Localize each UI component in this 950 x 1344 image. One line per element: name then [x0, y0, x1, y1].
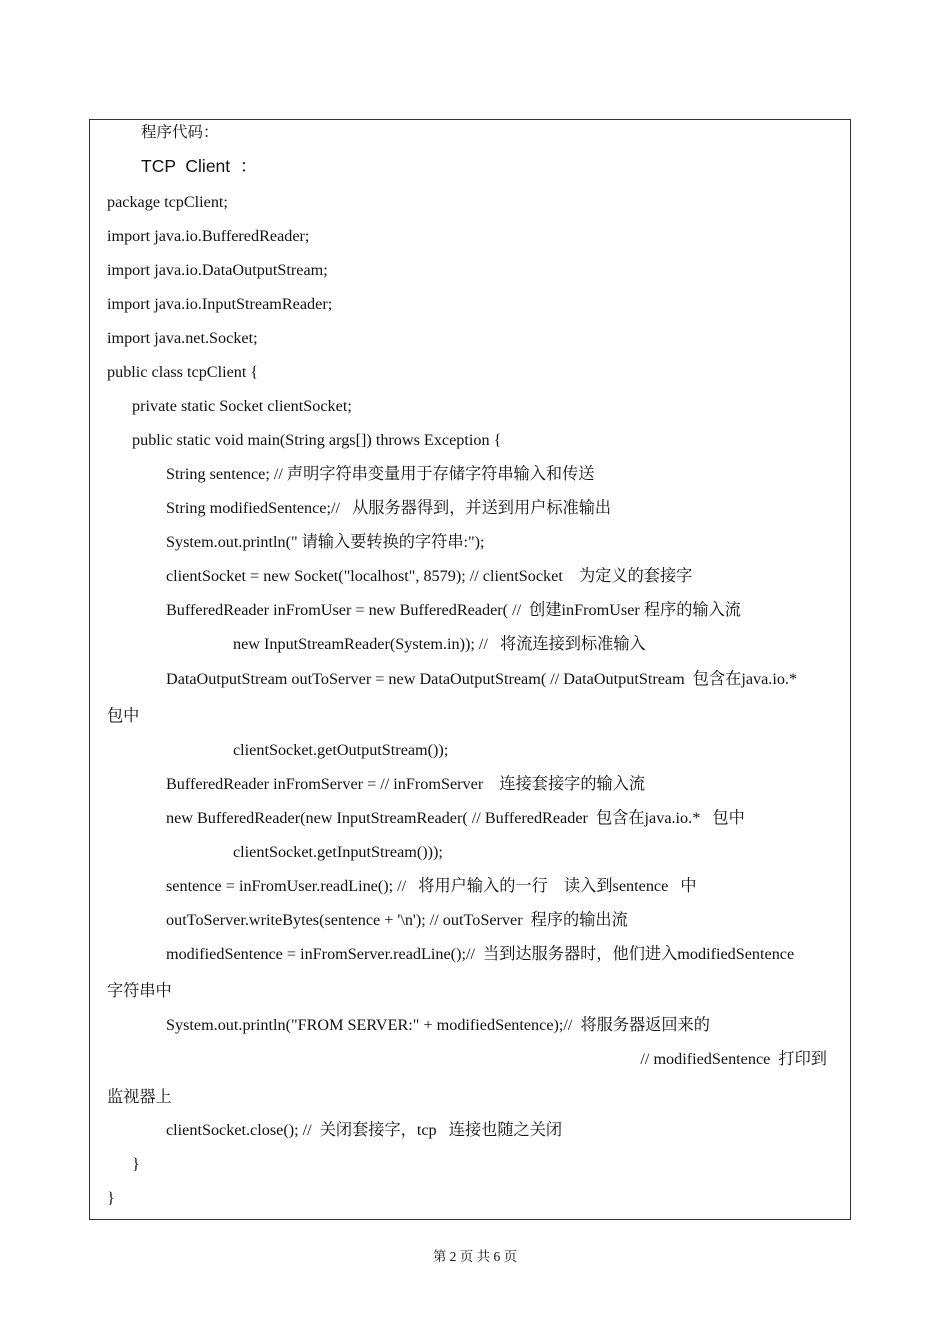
code-line: String sentence; // 声明字符串变量用于存储字符串输入和传送	[166, 465, 595, 483]
code-line: BufferedReader inFromServer = // inFromServer 连接套接字的输入流	[166, 775, 646, 793]
code-line: import java.io.DataOutputStream;	[107, 261, 328, 279]
code-line: new InputStreamReader(System.in)); // 将流连接到标准输入	[233, 635, 646, 653]
code-line: clientSocket.getInputStream()));	[233, 843, 443, 861]
code-line: public static void main(String args[]) throws Exception {	[132, 431, 502, 449]
code-line: outToServer.writeBytes(sentence + '\n'); // outToServer 程序的输出流	[166, 911, 628, 929]
code-line: private static Socket clientSocket;	[132, 397, 352, 415]
code-line: clientSocket.close(); // 关闭套接字，tcp 连接也随之关闭	[166, 1121, 563, 1139]
code-line: clientSocket.getOutputStream());	[233, 741, 449, 759]
page-number-footer: 第 2 页 共 6 页	[432, 1249, 518, 1264]
code-line: }	[107, 1189, 115, 1207]
section-title: TCP Client ：	[141, 156, 258, 176]
code-line: // modifiedSentence 打印到	[640, 1050, 827, 1068]
code-line: import java.io.InputStreamReader;	[107, 295, 333, 313]
code-line: modifiedSentence = inFromServer.readLine();// 当到达服务器时，他们进入modifiedSentence	[166, 945, 795, 963]
code-line: String modifiedSentence;// 从服务器得到，并送到用户标准输出	[166, 499, 612, 517]
code-line: import java.io.BufferedReader;	[107, 227, 310, 245]
code-line: 字符串中	[107, 982, 172, 1000]
code-line: }	[132, 1155, 140, 1173]
section-label: 程序代码：	[141, 124, 219, 141]
code-line: System.out.println(" 请输入要转换的字符串:");	[166, 533, 485, 551]
code-line: new BufferedReader(new InputStreamReader( // BufferedReader 包含在java.io.* 包中	[166, 809, 745, 827]
code-line: DataOutputStream outToServer = new DataOutputStream( // DataOutputStream 包含在java.io.*	[166, 670, 798, 688]
code-line: public class tcpClient {	[107, 363, 259, 381]
code-line: clientSocket = new Socket("localhost", 8579); // clientSocket 为定义的套接字	[166, 567, 693, 585]
code-line: sentence = inFromUser.readLine(); // 将用户输入的一行 读入到sentence 中	[166, 877, 697, 895]
code-line: 包中	[107, 707, 140, 725]
code-line: package tcpClient;	[107, 193, 228, 211]
code-line: 监视器上	[107, 1088, 172, 1106]
code-line: System.out.println("FROM SERVER:" + modifiedSentence);// 将服务器返回来的	[166, 1016, 710, 1034]
code-line: import java.net.Socket;	[107, 329, 258, 347]
code-line: BufferedReader inFromUser = new BufferedReader( // 创建inFromUser 程序的输入流	[166, 601, 741, 619]
